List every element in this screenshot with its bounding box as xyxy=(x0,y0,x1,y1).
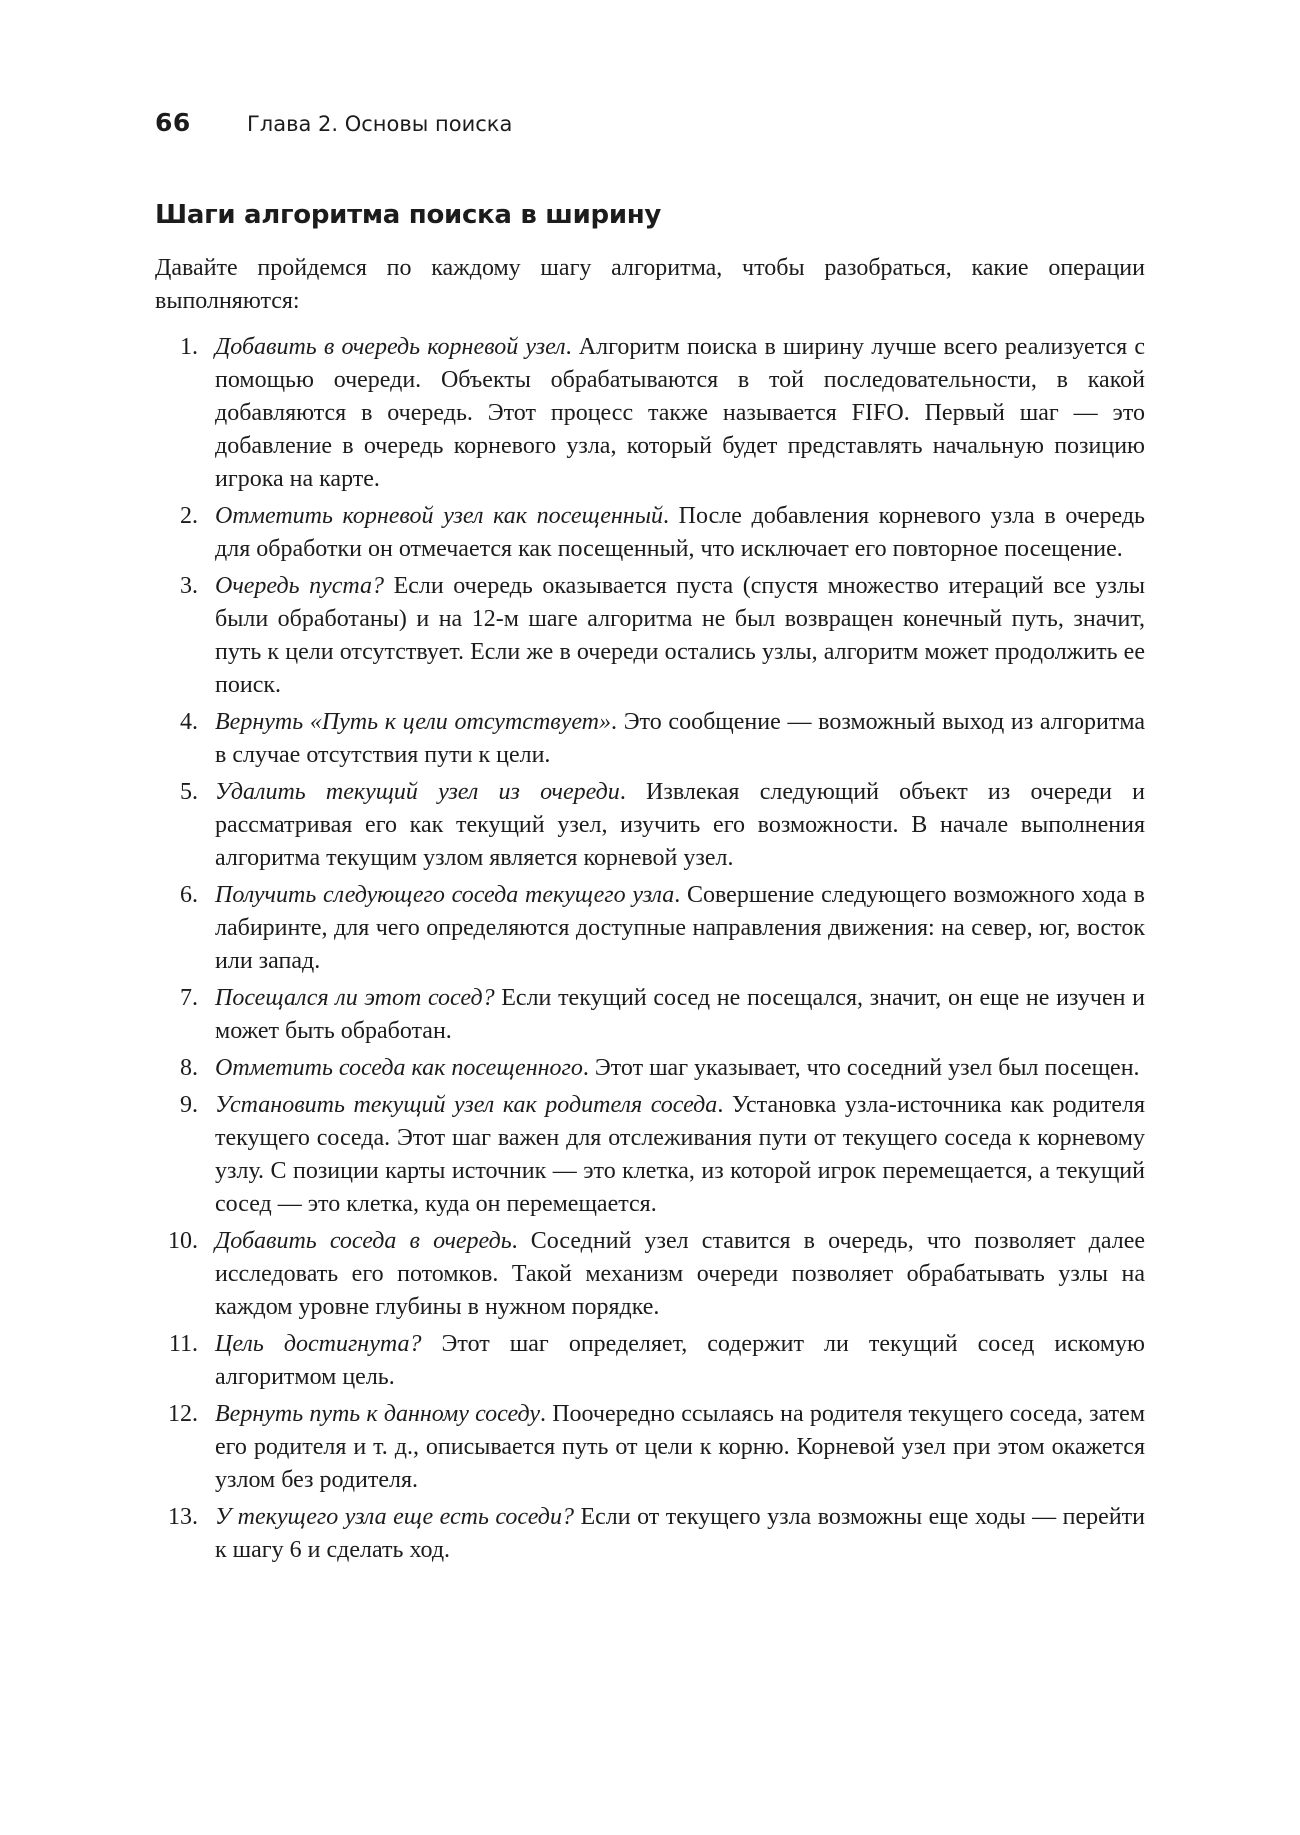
step-title: Удалить текущий узел из очереди xyxy=(215,779,620,805)
step-text: . Совершение следующего возможного хода в лабиринте, для чего определяются доступные направления движения: на север, юг, восток или запад. xyxy=(215,882,1145,974)
running-head xyxy=(155,108,512,137)
list-item xyxy=(155,1225,1145,1324)
list-item xyxy=(155,1398,1145,1497)
step-title: Отметить соседа как посещенного xyxy=(215,1055,583,1081)
list-item xyxy=(155,570,1145,702)
step-text: . Извлекая следующий объект из очереди и рассматривая его как текущий узел, изучить его возможности. В начале выполнения алгоритма текущим узлом является корневой узел. xyxy=(215,779,1146,871)
step-number: 5. xyxy=(180,779,198,805)
step-title: Добавить в очередь корневой узел xyxy=(215,334,566,360)
list-item xyxy=(155,1052,1145,1085)
step-title: Посещался ли этот сосед? xyxy=(215,985,495,1011)
list-item xyxy=(155,879,1145,978)
step-text: . Алгоритм поиска в ширину лучше всего реализуется с помощью очереди. Объекты обрабатываются в той последовательности, в какой добавляются в очередь. Этот процесс также называется FIFO. Первый шаг — это добавление в очередь корневого узла, который будет представлять начальную позицию игрока на карте. xyxy=(215,334,1145,492)
step-title: Цель достигнута? xyxy=(215,1331,422,1357)
step-number: 6. xyxy=(180,882,198,908)
step-body xyxy=(215,1089,1145,1221)
chapter-title: Глава 2. Основы поиска xyxy=(247,112,513,136)
step-title: Вернуть путь к данному соседу xyxy=(215,1401,540,1427)
step-text: . Установка узла-источника как родителя текущего соседа. Этот шаг важен для отслеживания пути от текущего соседа к корневому узлу. С позиции карты источник — это клетка, из которой игрок перемещается, а текущий сосед — это клетка, куда он перемещается. xyxy=(215,1092,1145,1217)
step-title: Отметить корневой узел как посещенный xyxy=(215,503,664,529)
step-text: Если от текущего узла возможны еще ходы — перейти к шагу 6 и сделать ход. xyxy=(215,1504,1145,1563)
list-item xyxy=(155,776,1145,875)
step-title: Добавить соседа в очередь xyxy=(215,1228,512,1254)
step-body xyxy=(215,982,1145,1048)
step-body xyxy=(215,1501,1145,1567)
step-number: 8. xyxy=(180,1055,198,1081)
step-body xyxy=(215,776,1145,875)
step-body xyxy=(215,570,1145,702)
step-text: Этот шаг определяет, содержит ли текущий сосед искомую алгоритмом цель. xyxy=(215,1331,1145,1390)
step-title: Вернуть «Путь к цели отсутствует» xyxy=(215,709,612,735)
step-number: 2. xyxy=(180,503,198,529)
step-body xyxy=(215,879,1145,978)
step-text: . Поочередно ссылаясь на родителя текущего соседа, затем его родителя и т. д., описывается путь от цели к корню. Корневой узел при этом окажется узлом без родителя. xyxy=(215,1401,1146,1493)
step-number: 3. xyxy=(180,573,198,599)
list-item xyxy=(155,1501,1145,1567)
step-number: 10. xyxy=(168,1228,198,1254)
step-title: У текущего узла еще есть соседи? xyxy=(215,1504,574,1530)
step-body xyxy=(215,1398,1145,1497)
step-number: 1. xyxy=(180,334,198,360)
step-number: 9. xyxy=(180,1092,198,1118)
list-item xyxy=(155,982,1145,1048)
list-item xyxy=(155,706,1145,772)
list-item xyxy=(155,331,1145,496)
step-body xyxy=(215,706,1145,772)
list-item xyxy=(155,1328,1145,1394)
step-number: 11. xyxy=(168,1331,198,1357)
step-number: 12. xyxy=(168,1401,198,1427)
step-body xyxy=(215,1052,1145,1085)
list-item xyxy=(155,500,1145,566)
step-number: 13. xyxy=(168,1504,198,1530)
list-item xyxy=(155,1089,1145,1221)
step-text: Если текущий сосед не посещался, значит, он еще не изучен и может быть обработан. xyxy=(215,985,1145,1044)
step-text: . Это сообщение — возможный выход из алгоритма в случае отсутствия пути к цели. xyxy=(215,709,1146,768)
step-text: . Этот шаг указывает, что соседний узел был посещен. xyxy=(582,1055,1140,1081)
step-text: Если очередь оказывается пуста (спустя множество итераций все узлы были обработаны) и на 12-м шаге алгоритма не был возвращен конечный путь, значит, путь к цели отсутствует. Если же в очереди остались узлы, алгоритм может продолжить ее поиск. xyxy=(215,573,1146,698)
step-body xyxy=(215,1328,1145,1394)
step-number: 7. xyxy=(180,985,198,1011)
step-text: . Соседний узел ставится в очередь, что позволяет далее исследовать его потомков. Такой механизм очереди позволяет обрабатывать узлы на каждом уровне глубины в нужном порядке. xyxy=(215,1228,1145,1320)
step-title: Получить следующего соседа текущего узла xyxy=(215,882,675,908)
intro-paragraph: Давайте пройдемся по каждому шагу алгоритма, чтобы разобраться, какие операции выполняются: xyxy=(155,255,1145,314)
step-body xyxy=(215,331,1145,496)
step-text: . После добавления корневого узла в очередь для обработки он отмечается как посещенный, что исключает его повторное посещение. xyxy=(215,503,1146,562)
section-heading: Шаги алгоритма поиска в ширину xyxy=(155,200,662,230)
step-title: Очередь пуста? xyxy=(215,573,385,599)
step-title: Установить текущий узел как родителя соседа xyxy=(215,1092,718,1118)
steps-list xyxy=(155,331,1145,1571)
page-number: 66 xyxy=(155,108,191,137)
step-body xyxy=(215,1225,1145,1324)
step-body xyxy=(215,500,1145,566)
step-number: 4. xyxy=(180,709,198,735)
